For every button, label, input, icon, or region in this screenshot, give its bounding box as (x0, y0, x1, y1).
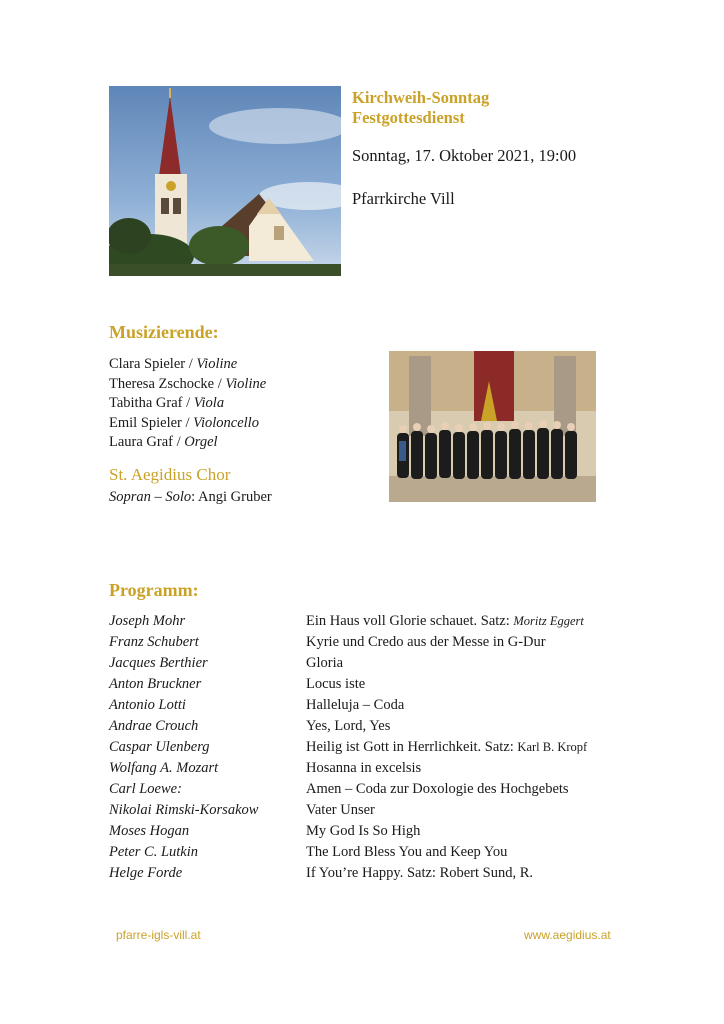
choir-solo (109, 488, 272, 508)
program-work (306, 611, 584, 632)
program-row (109, 632, 649, 653)
musician-name: Clara Spieler (109, 356, 186, 372)
program-work: Gloria (306, 655, 344, 671)
musician-separator: / (181, 414, 194, 431)
program-work-note: Moritz Eggert (513, 614, 584, 628)
program-composer: Peter C. Lutkin (109, 844, 199, 860)
musician-instrument: Violoncello (193, 414, 259, 431)
footer-link-pfarre[interactable]: pfarre-igls-vill.at (116, 928, 201, 942)
program-row (109, 779, 649, 800)
musician-3 (109, 394, 224, 414)
program-work-title: Ein Haus voll Glorie schauet. Satz: (306, 613, 514, 629)
musician-4 (109, 414, 259, 434)
event-datetime: Sonntag, 17. Oktober 2021, 19:00 (352, 146, 577, 165)
musician-name: Theresa Zschocke (109, 375, 215, 392)
musician-name: Emil Spieler (109, 414, 182, 431)
program-composer: Carl Loewe: (109, 781, 182, 797)
choir-name: St. Aegidius Chor (109, 465, 231, 484)
musician-separator: / (214, 375, 226, 392)
program-row (109, 863, 649, 884)
musician-instrument: Violine (196, 356, 238, 372)
program-composer: Jacques Berthier (109, 655, 208, 671)
musician-instrument: Orgel (184, 434, 218, 450)
solo-separator: : (191, 489, 199, 505)
solo-name: Angi Gruber (198, 489, 272, 505)
church-photo (109, 86, 341, 276)
program-work: Vater Unser (306, 802, 375, 818)
program-row (109, 695, 649, 716)
program-row (109, 716, 649, 737)
program-work: Halleluja – Coda (306, 697, 405, 713)
event-location: Pfarrkirche Vill (352, 189, 455, 208)
program-row (109, 737, 649, 758)
footer-link-aegidius[interactable]: www.aegidius.at (524, 928, 611, 942)
program-row (109, 758, 649, 779)
musician-separator: / (182, 395, 194, 411)
program-work: Locus iste (306, 676, 366, 692)
program-composer: Caspar Ulenberg (109, 739, 210, 755)
musician-separator: / (185, 356, 197, 372)
program-work: Yes, Lord, Yes (306, 718, 391, 734)
solo-role: Sopran – Solo (109, 489, 192, 505)
program-composer: Antonio Lotti (109, 697, 186, 713)
program-row (109, 653, 649, 674)
program-row (109, 800, 649, 821)
program-composer: Moses Hogan (109, 823, 190, 839)
program-composer: Nikolai Rimski-Korsakow (109, 802, 259, 818)
program-composer: Andrae Crouch (109, 718, 199, 734)
program-composer: Anton Bruckner (109, 676, 202, 692)
musician-1 (109, 355, 237, 375)
event-title-line1: Kirchweih-Sonntag (352, 88, 490, 107)
program-work-note: Karl B. Kropf (517, 740, 588, 754)
musician-name: Laura Graf (109, 434, 173, 450)
program-work: The Lord Bless You and Keep You (306, 844, 508, 860)
musician-instrument: Viola (193, 395, 225, 411)
program-row (109, 821, 649, 842)
musician-separator: / (173, 434, 185, 450)
program-heading: Programm: (109, 580, 199, 600)
choir-photo (389, 351, 596, 502)
musician-2 (109, 375, 266, 395)
program-composer: Joseph Mohr (109, 613, 186, 629)
program-work: Hosanna in excelsis (306, 760, 422, 776)
musician-5 (109, 433, 218, 453)
program-row (109, 842, 649, 863)
program-work: If You’re Happy. Satz: Robert Sund, R. (306, 865, 534, 881)
musician-instrument: Violine (225, 375, 267, 392)
program-work-title: Heilig ist Gott in Herrlichkeit. Satz: (306, 739, 518, 755)
program-row (109, 674, 649, 695)
program-composer: Wolfang A. Mozart (109, 760, 219, 776)
event-title-line2: Festgottesdienst (352, 108, 465, 127)
program-composer: Helge Forde (109, 865, 183, 881)
program-work: My God Is So High (306, 823, 421, 839)
program-composer: Franz Schubert (109, 634, 199, 650)
musician-name: Tabitha Graf (109, 395, 183, 411)
program-work (306, 737, 587, 758)
program-work: Amen – Coda zur Doxologie des Hochgebets (306, 781, 569, 797)
musicians-heading: Musizierende: (109, 322, 219, 342)
program-row (109, 611, 649, 632)
program-work: Kyrie und Credo aus der Messe in G-Dur (306, 634, 546, 650)
